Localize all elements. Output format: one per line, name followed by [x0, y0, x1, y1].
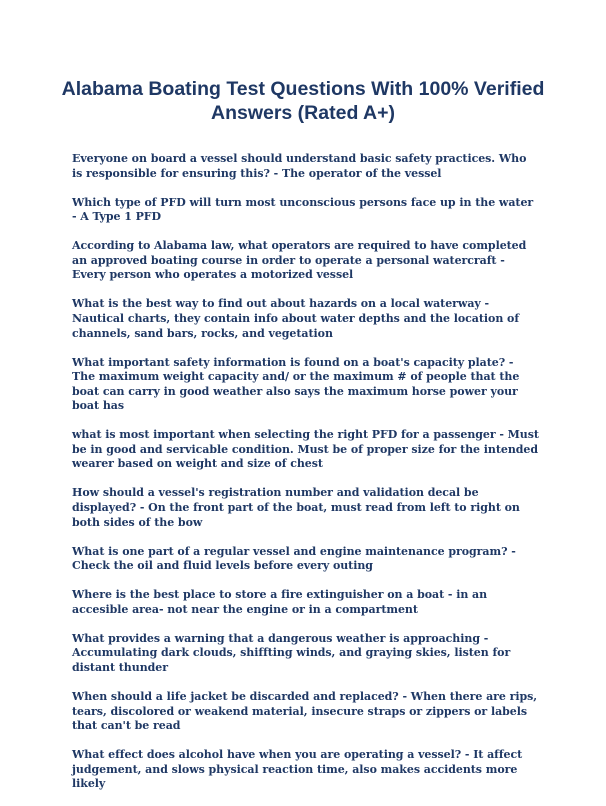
qa-item-4: What is the best way to find out about hazards on a local waterway - Nautical charts, they contain info about water depths and the location of channels, sand bars, rocks, and vegetation [72, 297, 520, 340]
qa-item-2: Which type of PFD will turn most unconscious persons face up in the water - A Type 1 PFD [72, 195, 534, 224]
qa-item-7: How should a vessel's registration number and validation decal be displayed? - On the front part of the boat, must read from left to right on both sides of the bow [72, 486, 520, 529]
document-title: Alabama Boating Test Questions With 100% Verified Answers (Rated A+) [61, 78, 545, 124]
qa-item-5: What important safety information is found on a boat's capacity plate? - The maximum weight capacity and/ or the maximum # of people that the boat can carry in good weather also says the maximum horse power your boat has [72, 355, 520, 413]
qa-item-9: Where is the best place to store a fire extinguisher on a boat - in an accesible area- not near the engine or in a compartment [72, 588, 488, 616]
qa-item-1: Everyone on board a vessel should understand basic safety practices. Who is responsible for ensuring this? - The operator of the vessel [72, 152, 527, 180]
qa-item-6: what is most important when selecting the right PFD for a passenger - Must be in good and servicable condition. Must be of proper size for the intended wearer based on weight and size of chest [72, 428, 539, 471]
qa-item-11: When should a life jacket be discarded and replaced? - When there are rips, tears, discolored or weakend material, insecure straps or zippers or labels that can't be read [72, 689, 538, 733]
qa-item-8: What is one part of a regular vessel and engine maintenance program? - Check the oil and fluid levels before every outing [72, 544, 516, 573]
qa-item-10: What provides a warning that a dangerous weather is approaching - Accumulating dark clouds, shiffting winds, and graying skies, listen for distant thunder [72, 631, 511, 674]
qa-list [72, 152, 540, 806]
qa-item-12: What effect does alcohol have when you are operating a vessel? - It affect judgement, and slows physical reaction time, also makes accidents more likely [72, 748, 523, 791]
qa-item-3: According to Alabama law, what operators are required to have completed an approved boating course in order to operate a personal watercraft - Every person who operates a motorized vessel [72, 239, 527, 282]
